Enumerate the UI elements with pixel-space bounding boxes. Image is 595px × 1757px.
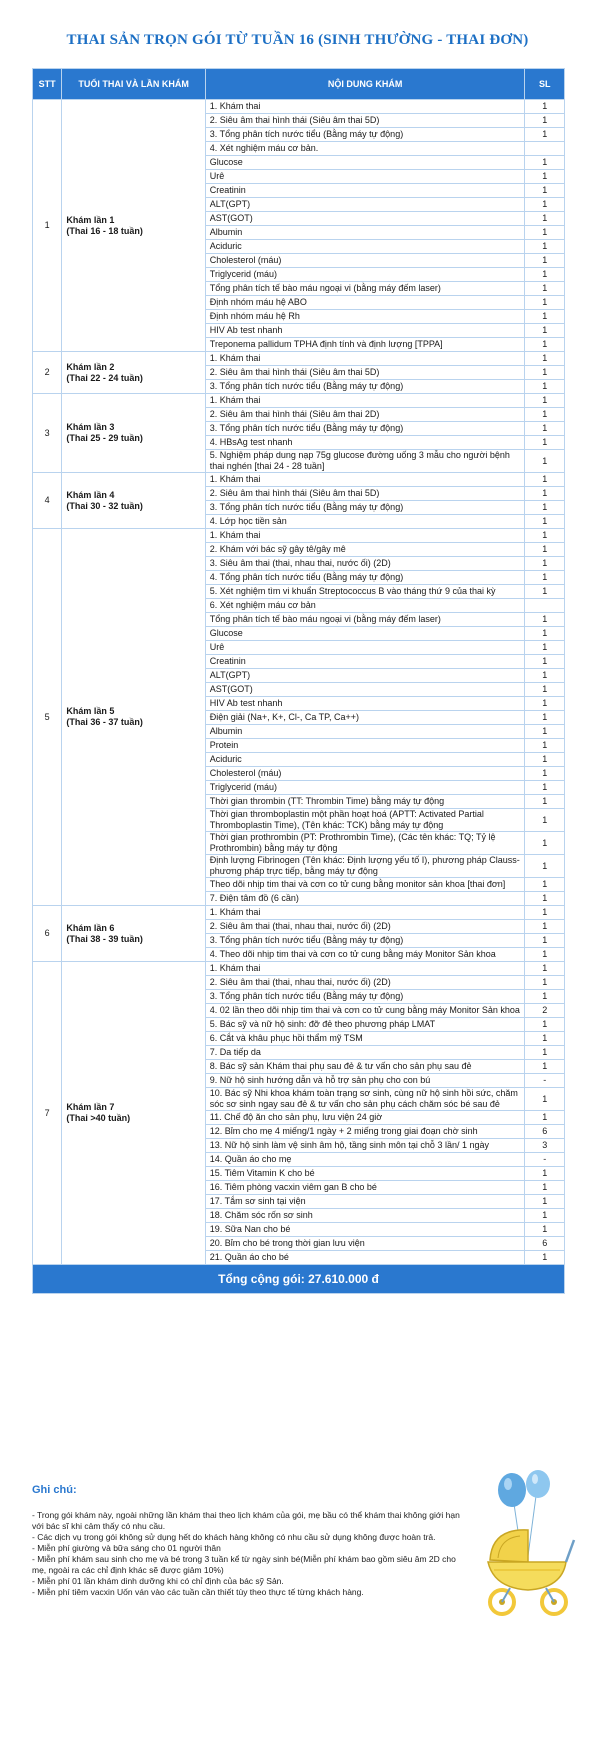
header-visit: TUỔI THAI VÀ LẦN KHÁM — [62, 69, 205, 100]
service-quantity: 1 — [525, 739, 565, 753]
service-quantity: 1 — [525, 226, 565, 240]
service-quantity: 1 — [525, 571, 565, 585]
visit-number: 2 — [33, 352, 62, 394]
visit-label: Khám lần 5 — [66, 706, 115, 716]
visit-label: Khám lần 2 — [66, 361, 115, 372]
service-quantity: 1 — [525, 1111, 565, 1125]
header-content: NỘI DUNG KHÁM — [205, 69, 525, 100]
service-quantity: - — [525, 1153, 565, 1167]
service-quantity: 1 — [525, 832, 565, 855]
service-quantity: 1 — [525, 1251, 565, 1265]
visit-cell — [62, 100, 205, 352]
service-item: Định nhóm máu hệ ABO — [205, 296, 525, 310]
service-item: Albumin — [205, 226, 525, 240]
service-quantity: 1 — [525, 114, 565, 128]
service-quantity: 1 — [525, 501, 565, 515]
service-item: Định nhóm máu hệ Rh — [205, 310, 525, 324]
table-header-row — [33, 69, 565, 100]
table-row — [33, 906, 565, 920]
service-item: 5. Bác sỹ và nữ hộ sinh: đỡ đẻ theo phương pháp LMAT — [205, 1018, 525, 1032]
service-quantity: 1 — [525, 557, 565, 571]
service-quantity: 1 — [525, 282, 565, 296]
service-item: Aciduric — [205, 240, 525, 254]
balloon-icon — [526, 1470, 550, 1498]
service-quantity: 1 — [525, 1195, 565, 1209]
visit-number: 7 — [33, 962, 62, 1265]
service-item: 1. Khám thai — [205, 394, 525, 408]
service-item: Urê — [205, 641, 525, 655]
service-quantity: 1 — [525, 487, 565, 501]
service-item: 15. Tiêm Vitamin K cho bé — [205, 1167, 525, 1181]
service-quantity: 1 — [525, 627, 565, 641]
service-item: 1. Khám thai — [205, 100, 525, 114]
service-item: 13. Nữ hộ sinh làm vệ sinh âm hộ, tầng sinh môn tại chỗ 3 lần/ 1 ngày — [205, 1139, 525, 1153]
table-row — [33, 962, 565, 976]
service-item: 2. Siêu âm thai (thai, nhau thai, nước ối) (2D) — [205, 976, 525, 990]
visit-number: 1 — [33, 100, 62, 352]
gestation-weeks: (Thai 38 - 39 tuần) — [66, 933, 143, 944]
note-item: - Miễn phí giường và bữa sáng cho 01 người thân — [32, 1543, 221, 1553]
service-quantity: 1 — [525, 920, 565, 934]
service-item: Albumin — [205, 725, 525, 739]
service-quantity: 1 — [525, 338, 565, 352]
service-quantity: 1 — [525, 543, 565, 557]
service-item: 18. Chăm sóc rốn sơ sinh — [205, 1209, 525, 1223]
visit-number: 4 — [33, 473, 62, 529]
service-item: Glucose — [205, 627, 525, 641]
service-quantity: 1 — [525, 310, 565, 324]
service-item: ALT(GPT) — [205, 669, 525, 683]
service-item: 1. Khám thai — [205, 529, 525, 543]
visit-cell — [62, 962, 205, 1265]
service-item: 4. HBsAg test nhanh — [205, 436, 525, 450]
service-quantity: 1 — [525, 1060, 565, 1074]
visit-cell — [62, 352, 205, 394]
header-quantity: SL — [525, 69, 565, 100]
service-item: 19. Sữa Nan cho bé — [205, 1223, 525, 1237]
service-item: 1. Khám thai — [205, 473, 525, 487]
service-quantity: 1 — [525, 906, 565, 920]
service-item: 2. Siêu âm thai hình thái (Siêu âm thai 2D) — [205, 408, 525, 422]
service-quantity: 1 — [525, 1181, 565, 1195]
service-item: 20. Bỉm cho bé trong thời gian lưu viện — [205, 1237, 525, 1251]
service-quantity: 1 — [525, 296, 565, 310]
service-quantity: 1 — [525, 976, 565, 990]
service-item: Theo dõi nhịp tim thai và cơn co tử cung bằng monitor sản khoa [thai đơn] — [205, 878, 525, 892]
total-price: Tổng cộng gói: 27.610.000 đ — [33, 1265, 565, 1294]
baby-stroller-icon — [470, 1470, 580, 1620]
service-item: 5. Xét nghiệm tìm vi khuẩn Streptococcus B vào tháng thứ 9 của thai kỳ — [205, 585, 525, 599]
service-item: HIV Ab test nhanh — [205, 697, 525, 711]
service-quantity: 1 — [525, 767, 565, 781]
table-row — [33, 352, 565, 366]
service-quantity: 1 — [525, 669, 565, 683]
service-quantity: 1 — [525, 585, 565, 599]
service-item: 2. Siêu âm thai (thai, nhau thai, nước ối) (2D) — [205, 920, 525, 934]
service-quantity: 1 — [525, 212, 565, 226]
service-quantity: 1 — [525, 683, 565, 697]
service-quantity: 1 — [525, 1018, 565, 1032]
service-item: 6. Xét nghiệm máu cơ bản — [205, 599, 525, 613]
service-quantity: 1 — [525, 655, 565, 669]
note-item: - Các dịch vụ trong gói không sử dụng hết do khách hàng không có nhu cầu sử dụng không được hoàn trả. — [32, 1532, 436, 1542]
service-item: 5. Nghiệm pháp dung nạp 75g glucose đường uống 3 mẫu cho người bệnh thai nghén [thai 24 - 28 tuần] — [205, 450, 525, 473]
service-quantity: 1 — [525, 254, 565, 268]
service-quantity: 1 — [525, 170, 565, 184]
visit-cell — [62, 906, 205, 962]
service-quantity: 1 — [525, 1088, 565, 1111]
service-item: 4. 02 lần theo dõi nhịp tim thai và cơn co tử cung bằng máy Monitor Sản khoa — [205, 1004, 525, 1018]
service-quantity: 1 — [525, 156, 565, 170]
service-quantity: 1 — [525, 781, 565, 795]
service-quantity: 1 — [525, 1209, 565, 1223]
service-item: 6. Cắt và khâu phục hồi thẩm mỹ TSM — [205, 1032, 525, 1046]
service-item: ALT(GPT) — [205, 198, 525, 212]
service-item: 3. Tổng phân tích nước tiểu (Bằng máy tự động) — [205, 422, 525, 436]
service-item: 9. Nữ hộ sinh hướng dẫn và hỗ trợ sản phụ cho con bú — [205, 1074, 525, 1088]
service-quantity: 1 — [525, 948, 565, 962]
service-item: 16. Tiêm phòng vacxin viêm gan B cho bé — [205, 1181, 525, 1195]
service-item: 3. Tổng phân tích nước tiểu (Bằng máy tự động) — [205, 990, 525, 1004]
gestation-weeks: (Thai 16 - 18 tuần) — [66, 225, 143, 236]
service-quantity: 1 — [525, 240, 565, 254]
service-quantity: 1 — [525, 613, 565, 627]
service-quantity: 1 — [525, 198, 565, 212]
service-quantity: 1 — [525, 268, 565, 282]
service-quantity: 1 — [525, 809, 565, 832]
service-quantity: 1 — [525, 352, 565, 366]
service-quantity: 1 — [525, 366, 565, 380]
service-item: 4. Xét nghiệm máu cơ bản. — [205, 142, 525, 156]
table-row — [33, 100, 565, 114]
service-quantity: 1 — [525, 711, 565, 725]
service-quantity: 1 — [525, 795, 565, 809]
table-row — [33, 394, 565, 408]
service-quantity: 1 — [525, 394, 565, 408]
service-item: Cholesterol (máu) — [205, 254, 525, 268]
table-row — [33, 473, 565, 487]
service-quantity: 1 — [525, 408, 565, 422]
service-item: 3. Tổng phân tích nước tiểu (Bằng máy tự động) — [205, 380, 525, 394]
service-item: Triglycerid (máu) — [205, 781, 525, 795]
service-item: Thời gian thrombin (TT: Thrombin Time) bằng máy tự động — [205, 795, 525, 809]
service-quantity: 1 — [525, 892, 565, 906]
service-item: Triglycerid (máu) — [205, 268, 525, 282]
service-quantity: 1 — [525, 100, 565, 114]
note-item: - Trong gói khám này, ngoài những lần khám thai theo lịch khám của gói, mẹ bầu có thể khám thai không giới hạn với bác sĩ khi cảm thấy có nhu cầu. — [32, 1510, 460, 1531]
service-quantity: 2 — [525, 1004, 565, 1018]
service-item: HIV Ab test nhanh — [205, 324, 525, 338]
service-item: 14. Quần áo cho mẹ — [205, 1153, 525, 1167]
service-item: 1. Khám thai — [205, 906, 525, 920]
service-quantity — [525, 599, 565, 613]
gestation-weeks: (Thai 36 - 37 tuần) — [66, 717, 143, 727]
service-quantity: 1 — [525, 753, 565, 767]
visit-label: Khám lần 1 — [66, 214, 115, 225]
service-item: Định lượng Fibrinogen (Tên khác: Định lượng yếu tố I), phương pháp Clauss- phương pháp trực tiếp, bằng máy tự động — [205, 855, 525, 878]
service-item: Protein — [205, 739, 525, 753]
service-item: 4. Tổng phân tích nước tiểu (Bằng máy tự động) — [205, 571, 525, 585]
visit-label: Khám lần 6 — [66, 922, 115, 933]
gestation-weeks: (Thai 22 - 24 tuần) — [66, 372, 143, 383]
header-stt: STT — [33, 69, 62, 100]
visit-label: Khám lần 4 — [66, 489, 115, 500]
service-quantity: 1 — [525, 515, 565, 529]
visit-label: Khám lần 7 — [66, 1102, 115, 1112]
service-quantity: 1 — [525, 1167, 565, 1181]
service-quantity: 6 — [525, 1237, 565, 1251]
service-item: Aciduric — [205, 753, 525, 767]
visit-number: 3 — [33, 394, 62, 473]
visit-number: 6 — [33, 906, 62, 962]
service-quantity: 1 — [525, 128, 565, 142]
service-item: 2. Siêu âm thai hình thái (Siêu âm thai 5D) — [205, 114, 525, 128]
table-row — [33, 529, 565, 543]
note-item: - Miễn phí tiêm vacxin Uốn ván vào các tuần cần thiết tùy theo thực tế từng khách hàng. — [32, 1587, 364, 1597]
visit-label: Khám lần 3 — [66, 422, 115, 432]
package-table — [32, 68, 565, 1294]
service-item: 10. Bác sỹ Nhi khoa khám toàn trạng sơ sinh, cùng nữ hộ sinh hồi sức, chăm sóc sơ sinh ngay sau đẻ & tư vấn cho sản phụ cách chăm sóc bé sau đẻ — [205, 1088, 525, 1111]
service-item: 12. Bỉm cho mẹ 4 miếng/1 ngày + 2 miếng trong giai đoạn chờ sinh — [205, 1125, 525, 1139]
service-quantity: 1 — [525, 990, 565, 1004]
service-item: Điện giải (Na+, K+, Cl-, Ca TP, Ca++) — [205, 711, 525, 725]
service-quantity: 1 — [525, 1046, 565, 1060]
service-item: 3. Siêu âm thai (thai, nhau thai, nước ối) (2D) — [205, 557, 525, 571]
service-item: 1. Khám thai — [205, 962, 525, 976]
service-quantity: 1 — [525, 529, 565, 543]
service-quantity: 3 — [525, 1139, 565, 1153]
visit-cell — [62, 394, 205, 473]
service-item: 2. Siêu âm thai hình thái (Siêu âm thai 5D) — [205, 487, 525, 501]
service-item: 21. Quần áo cho bé — [205, 1251, 525, 1265]
service-item: AST(GOT) — [205, 212, 525, 226]
service-item: Thời gian thromboplastin một phần hoạt hoá (APTT: Activated Partial Thromboplastin Time), (Tên khác: TCK) bằng máy tự động — [205, 809, 525, 832]
service-item: 3. Tổng phân tích nước tiểu (Bằng máy tự động) — [205, 501, 525, 515]
service-item: Cholesterol (máu) — [205, 767, 525, 781]
service-quantity: 1 — [525, 855, 565, 878]
service-quantity: 1 — [525, 380, 565, 394]
service-item: Creatinin — [205, 655, 525, 669]
notes-list — [32, 1510, 462, 1598]
service-item: Thời gian prothrombin (PT: Prothrombin Time), (Các tên khác: TQ; Tỷ lệ Prothrombin) bằng máy tự động — [205, 832, 525, 855]
service-item: 2. Siêu âm thai hình thái (Siêu âm thai 5D) — [205, 366, 525, 380]
service-quantity: 1 — [525, 1223, 565, 1237]
service-quantity: 1 — [525, 450, 565, 473]
service-quantity: - — [525, 1074, 565, 1088]
service-item: Tổng phân tích tế bào máu ngoại vi (bằng máy đếm laser) — [205, 613, 525, 627]
service-item: 2. Khám với bác sỹ gây tê/gây mê — [205, 543, 525, 557]
service-item: 1. Khám thai — [205, 352, 525, 366]
service-quantity: 1 — [525, 878, 565, 892]
visit-number: 5 — [33, 529, 62, 906]
service-item: Urê — [205, 170, 525, 184]
service-item: Treponema pallidum TPHA định tính và định lượng [TPPA] — [205, 338, 525, 352]
gestation-weeks: (Thai 25 - 29 tuần) — [66, 433, 143, 443]
gestation-weeks: (Thai >40 tuần) — [66, 1113, 131, 1123]
service-item: Tổng phân tích tế bào máu ngoại vi (bằng máy đếm laser) — [205, 282, 525, 296]
service-item: Glucose — [205, 156, 525, 170]
service-quantity: 1 — [525, 473, 565, 487]
service-item: 7. Điện tâm đồ (6 cần) — [205, 892, 525, 906]
service-quantity: 1 — [525, 422, 565, 436]
service-item: 3. Tổng phân tích nước tiểu (Bằng máy tự động) — [205, 934, 525, 948]
service-quantity: 1 — [525, 324, 565, 338]
balloon-icon — [498, 1473, 526, 1507]
service-quantity: 1 — [525, 962, 565, 976]
service-item: 3. Tổng phân tích nước tiểu (Bằng máy tự động) — [205, 128, 525, 142]
service-quantity: 6 — [525, 1125, 565, 1139]
total-row — [33, 1265, 565, 1294]
notes-section — [32, 1484, 462, 1598]
service-item: 11. Chế độ ăn cho sản phụ, lưu viện 24 giờ — [205, 1111, 525, 1125]
note-item: - Miễn phí 01 lần khám dinh dưỡng khi có chỉ định của bác sỹ Sản. — [32, 1576, 284, 1586]
page-title: THAI SẢN TRỌN GÓI TỪ TUẦN 16 (SINH THƯỜNG - THAI ĐƠN) — [66, 32, 529, 48]
service-quantity: 1 — [525, 436, 565, 450]
visit-cell — [62, 473, 205, 529]
service-quantity: 1 — [525, 641, 565, 655]
service-item: 4. Theo dõi nhịp tim thai và cơn co tử cung bằng máy Monitor Sản khoa — [205, 948, 525, 962]
service-quantity: 1 — [525, 184, 565, 198]
service-quantity: 1 — [525, 697, 565, 711]
service-item: Creatinin — [205, 184, 525, 198]
service-item: 8. Bác sỹ sản Khám thai phụ sau đẻ & tư vấn cho sản phụ sau đẻ — [205, 1060, 525, 1074]
table-body — [33, 100, 565, 1265]
service-item: AST(GOT) — [205, 683, 525, 697]
service-quantity: 1 — [525, 934, 565, 948]
service-quantity: 1 — [525, 725, 565, 739]
service-quantity — [525, 142, 565, 156]
service-item: 17. Tắm sơ sinh tại viện — [205, 1195, 525, 1209]
notes-title: Ghi chú: — [32, 1484, 77, 1496]
service-item: 4. Lớp học tiền sản — [205, 515, 525, 529]
note-item: - Miễn phí khám sau sinh cho mẹ và bé trong 3 tuần kể từ ngày sinh bé(Miễn phí khám bao gồm siêu âm 2D cho mẹ, ngoài ra các chỉ định khác sẽ được giảm 10%) — [32, 1554, 456, 1575]
service-item: 7. Da tiếp da — [205, 1046, 525, 1060]
service-quantity: 1 — [525, 1032, 565, 1046]
gestation-weeks: (Thai 30 - 32 tuần) — [66, 500, 143, 511]
visit-cell — [62, 529, 205, 906]
